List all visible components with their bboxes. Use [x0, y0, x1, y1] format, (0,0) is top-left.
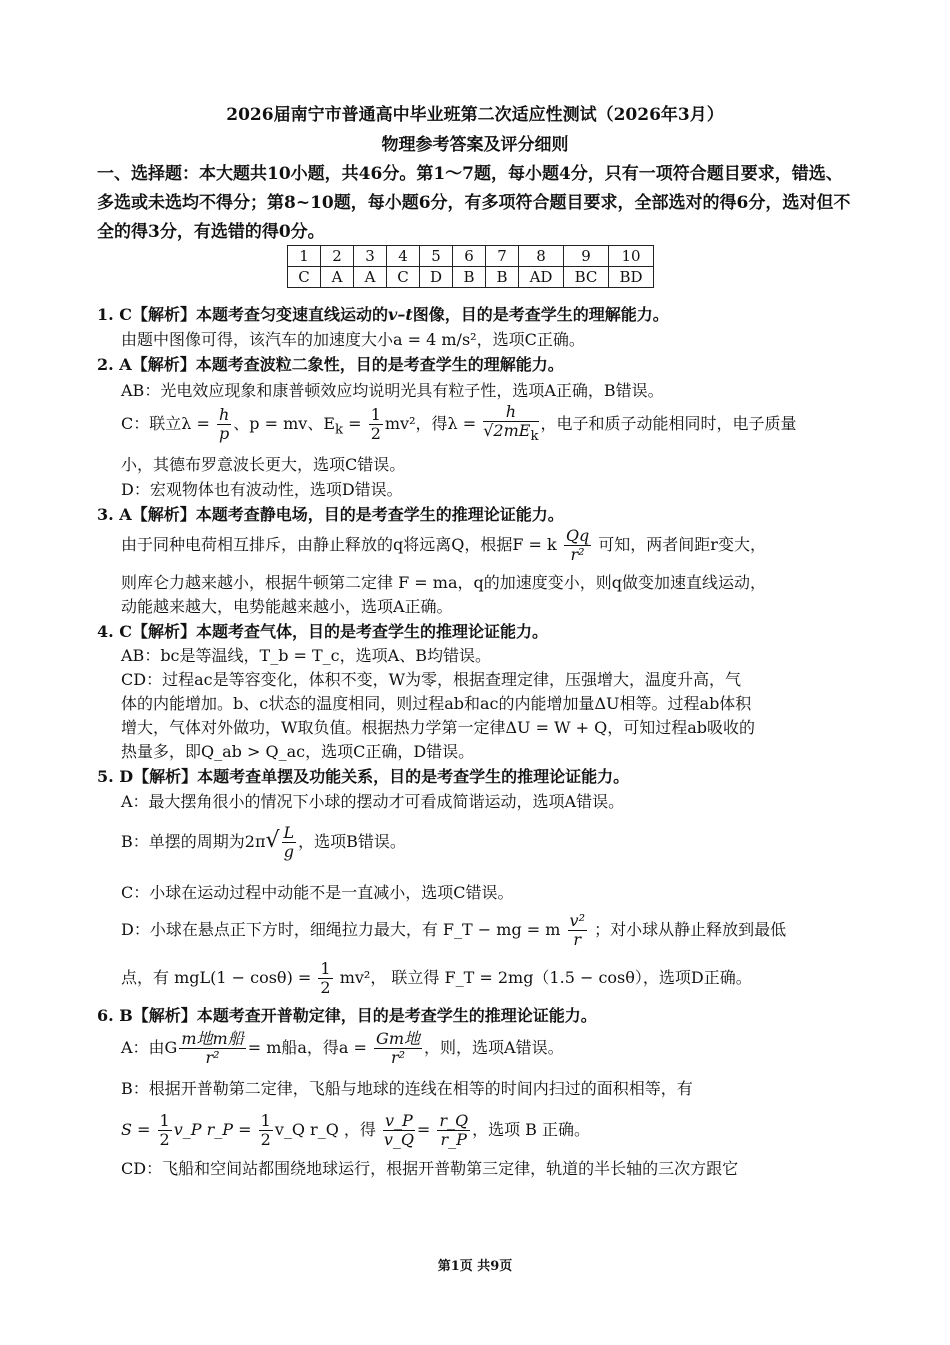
fraction-num: 1 — [320, 959, 331, 978]
answer-key: BC — [564, 267, 609, 288]
q2-line-1: AB：光电效应现象和康普顿效应均说明光具有粒子性，选项A正确，B错误。 — [121, 381, 664, 400]
q5-line-5 — [121, 960, 752, 997]
q6-l3-c: v_Q r_Q ，得 — [274, 1120, 376, 1139]
answer-number: 9 — [564, 246, 609, 267]
q3-line-3: 动能越来越大，电势能越来越小，选项A正确。 — [121, 597, 453, 616]
q4-line-4: 增大，气体对外做功，W取负值。根据热力学第一定律ΔU = W + Q，可知过程ab吸收的 — [121, 718, 755, 737]
answer-number: 6 — [453, 246, 486, 267]
q1-heading-a: 1. C【解析】本题考查匀变速直线运动的 — [97, 305, 389, 324]
fraction-num: r_Q — [439, 1111, 469, 1130]
answer-key: D — [420, 267, 453, 288]
q6-l1-a: A：由G — [121, 1038, 178, 1057]
q2-l2-d: mv²，得λ = — [384, 414, 477, 434]
q1-heading — [97, 302, 669, 325]
fraction — [282, 824, 297, 861]
q1-heading-b: 图像，目的是考查学生的理解能力。 — [412, 305, 669, 324]
answer-table-key-row — [288, 267, 654, 288]
q3-l1-b: 可知，两者间距r变大， — [598, 535, 766, 554]
answer-key: AD — [519, 267, 564, 288]
q1-heading-vt: v–t — [388, 305, 413, 324]
page-subtitle: 物理参考答案及评分细则 — [381, 135, 569, 155]
fraction-den-text: √2mE — [483, 421, 531, 440]
fraction-num: L — [283, 823, 295, 842]
fraction-den — [483, 422, 538, 446]
fraction — [564, 527, 591, 564]
fraction-num: h — [218, 405, 230, 425]
q6-l3-d: = — [416, 1120, 431, 1139]
q5-line-3: C：小球在运动过程中动能不是一直减小，选项C错误。 — [121, 883, 514, 902]
answer-key: A — [354, 267, 387, 288]
fraction — [383, 1112, 415, 1149]
answer-number: 5 — [420, 246, 453, 267]
q3-line-1 — [121, 527, 766, 564]
fraction-num: 1 — [260, 1111, 271, 1130]
fraction — [217, 406, 231, 443]
q4-line-2: CD：过程ac是等容变化，体积不变，W为零，根据查理定律，压强增大，温度升高，气 — [121, 670, 742, 689]
answer-key: A — [321, 267, 354, 288]
fraction-den: r² — [570, 545, 585, 564]
fraction-num: 1 — [159, 1111, 170, 1130]
q1-line-1: 由题中图像可得，该汽车的加速度大小a = 4 m/s²，选项C正确。 — [121, 330, 585, 349]
fraction-den: r_P — [440, 1130, 467, 1149]
fraction — [483, 403, 538, 446]
answer-number: 3 — [354, 246, 387, 267]
answer-key: C — [288, 267, 321, 288]
fraction-num: Gm地 — [376, 1029, 421, 1048]
q5-l2-b: ，选项B错误。 — [298, 832, 406, 851]
q5-l4-b: ；对小球从静止释放到最低 — [594, 920, 787, 939]
answer-number: 8 — [519, 246, 564, 267]
q6-heading-text: 6. B【解析】本题考查开普勒定律，目的是考查学生的推理论证能力。 — [97, 1006, 597, 1025]
q6-line-2: B：根据开普勒第二定律，飞船与地球的连线在相等的时间内扫过的面积相等，有 — [121, 1079, 693, 1098]
q5-heading — [97, 764, 629, 787]
q5-line-2: B：单摆的周期为2π√ $\frac{L}{g}$ ，选项B错误。 — [121, 823, 406, 861]
fraction-den: r² — [205, 1048, 220, 1067]
q2-l2-e: ，电子和质子动能相同时，电子质量 — [540, 414, 797, 434]
fraction-den: 2 — [370, 424, 381, 444]
q2-heading-text: 2. A【解析】本题考查波粒二象性，目的是考查学生的理解能力。 — [97, 355, 564, 374]
q5-l4-a: D：小球在悬点正下方时，细绳拉力最大，有 F_T − mg = m — [121, 920, 561, 939]
q6-l1-c: ，则，选项A错误。 — [424, 1038, 564, 1057]
q2-line-3: 小，其德布罗意波长更大，选项C错误。 — [121, 455, 406, 474]
page-footer: 第1页 共9页 — [437, 1259, 513, 1274]
q4-line-5: 热量多，即Q_ab > Q_ac，选项C正确，D错误。 — [121, 742, 475, 761]
fraction-den: v_Q — [383, 1130, 414, 1149]
q2-heading — [97, 352, 564, 375]
answer-number: 10 — [609, 246, 654, 267]
fraction — [437, 1112, 470, 1149]
section-instructions: 一、选择题：本大题共10小题，共46分。第1～7题，每小题4分，只有一项符合题目要求，错选、多选或未选均不得分；第8~10题，每小题6分，有多项符合题目要求，全部选对的得6分，选对但不全的得3分，有选错的得0分。 — [97, 164, 851, 242]
fraction-den: 2 — [260, 1130, 271, 1149]
fraction — [369, 406, 383, 443]
fraction-num: m地m船 — [181, 1029, 244, 1048]
q6-line-1 — [121, 1030, 564, 1067]
q2-line-4: D：宏观物体也有波动性，选项D错误。 — [121, 480, 403, 499]
fraction — [158, 1112, 172, 1149]
fraction-num: v² — [569, 911, 585, 930]
fraction — [318, 960, 332, 997]
q6-l3-e: ，选项 B 正确。 — [472, 1120, 591, 1139]
q4-line-1: AB：bc是等温线，T_b = T_c，选项A、B均错误。 — [121, 646, 491, 665]
answer-number: 1 — [288, 246, 321, 267]
q2-l2-a: C：联立λ = — [121, 414, 210, 434]
q2-l2-c: = — [343, 414, 362, 434]
q3-heading-text: 3. A【解析】本题考查静电场，目的是考查学生的推理论证能力。 — [97, 505, 564, 524]
answer-table-number-row — [288, 246, 654, 267]
q5-line-1: A：最大摆角很小的情况下小球的摆动才可看成简谐运动，选项A错误。 — [121, 792, 625, 811]
fraction — [179, 1030, 245, 1067]
fraction-den: 2 — [159, 1130, 170, 1149]
q6-line-4: CD：飞船和空间站都围绕地球运行，根据开普勒第三定律，轨道的半长轴的三次方跟它 — [121, 1159, 739, 1178]
fraction-num: 1 — [370, 405, 381, 425]
answer-key: BD — [609, 267, 654, 288]
q2-line-2 — [121, 403, 797, 446]
q5-l2-a: B：单摆的周期为2π — [121, 832, 266, 851]
fraction-num: h — [483, 403, 538, 422]
answer-number: 7 — [486, 246, 519, 267]
fraction-den: g — [283, 842, 294, 861]
q3-heading — [97, 502, 564, 525]
q6-heading — [97, 1003, 597, 1026]
fraction-num: Qq — [565, 526, 590, 545]
q4-heading — [97, 619, 548, 642]
fraction-den: r — [573, 930, 582, 949]
fraction-num: v_P — [385, 1111, 413, 1130]
q5-l5-b: mv²， 联立得 F_T = 2mg（1.5 − cosθ），选项D正确。 — [339, 968, 752, 987]
subscript: k — [335, 422, 344, 438]
q5-line-4 — [121, 912, 786, 949]
q3-l1-a: 由于同种电荷相互排斥，由静止释放的q将远离Q，根据F = k — [121, 535, 557, 554]
fraction-den: r² — [391, 1048, 406, 1067]
q5-heading-text: 5. D【解析】本题考查单摆及功能关系，目的是考查学生的推理论证能力。 — [97, 767, 630, 786]
q3-line-2: 则库仑力越来越小，根据牛顿第二定律 F = ma，q的加速度变小，则q做变加速直线运动， — [121, 573, 766, 592]
answer-number: 4 — [387, 246, 420, 267]
answer-key: B — [453, 267, 486, 288]
q6-l1-b: = m船a，得a = — [247, 1038, 367, 1057]
fraction — [568, 912, 587, 949]
q4-line-3: 体的内能增加。b、c状态的温度相同，则过程ab和ac的内能增加量ΔU相等。过程ab体积 — [121, 694, 752, 713]
answer-table — [287, 245, 654, 288]
page-title: 2026届南宁市普通高中毕业班第二次适应性测试（2026年3月） — [226, 105, 724, 125]
fraction-den: p — [219, 424, 230, 444]
fraction — [259, 1112, 273, 1149]
q4-heading-text: 4. C【解析】本题考查气体，目的是考查学生的推理论证能力。 — [97, 622, 549, 641]
fraction-den: 2 — [320, 978, 331, 997]
answer-number: 2 — [321, 246, 354, 267]
q6-l3-b: v_P r_P = — [173, 1120, 252, 1139]
q6-line-3 — [121, 1112, 590, 1149]
answer-key: B — [486, 267, 519, 288]
q2-l2-b: 、p = mv、E — [233, 414, 336, 434]
fraction — [374, 1030, 422, 1067]
q5-l5-a: 点，有 mgL(1 − cosθ) = — [121, 968, 312, 987]
answer-key: C — [387, 267, 420, 288]
q6-l3-a: S = — [121, 1120, 151, 1139]
subscript: k — [530, 429, 539, 445]
